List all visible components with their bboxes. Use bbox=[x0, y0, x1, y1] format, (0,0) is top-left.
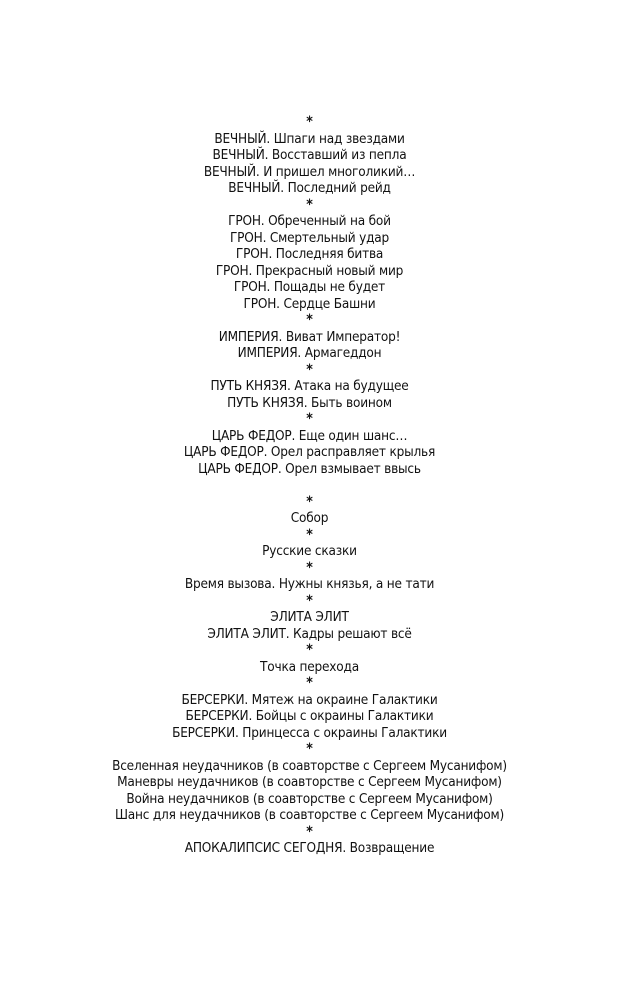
book-title: ИМПЕРИЯ. Виват Император! bbox=[218, 328, 401, 345]
book-title: ГРОН. Сердце Башни bbox=[243, 295, 376, 312]
separator-asterisk: * bbox=[306, 411, 313, 427]
book-title: ЦАРЬ ФЕДОР. Еще один шанс… bbox=[211, 427, 408, 444]
book-title: ИМПЕРИЯ. Армагеддон bbox=[237, 345, 382, 361]
separator-asterisk: * bbox=[306, 642, 313, 658]
book-title: Шанс для неудачников (в соавторстве с Сергеем Мусанифом) bbox=[114, 807, 505, 823]
book-title: Собор bbox=[290, 510, 329, 526]
book-title: ЦАРЬ ФЕДОР. Орел взмывает ввысь bbox=[198, 460, 421, 477]
book-title: Вселенная неудачников (в соавторстве с Сергеем Мусанифом) bbox=[112, 757, 507, 774]
spacer bbox=[0, 477, 619, 494]
separator-asterisk: * bbox=[306, 823, 313, 840]
book-title: Маневры неудачников (в соавторстве с Сергеем Мусанифом) bbox=[117, 774, 502, 790]
separator-asterisk: * bbox=[306, 675, 313, 691]
book-title: ЭЛИТА ЭЛИТ bbox=[270, 609, 349, 625]
book-title: ВЕЧНЫЙ. И пришел многоликий… bbox=[203, 163, 416, 180]
separator-asterisk: * bbox=[306, 361, 313, 378]
book-title: Русские сказки bbox=[262, 543, 357, 559]
book-title: ГРОН. Последняя битва bbox=[235, 246, 384, 262]
book-title: БЕРСЕРКИ. Мятеж на окраине Галактики bbox=[181, 691, 438, 708]
book-title: ПУТЬ КНЯЗЯ. Атака на будущее bbox=[210, 378, 409, 394]
book-title: ВЕЧНЫЙ. Последний рейд bbox=[228, 180, 391, 196]
book-title: ЦАРЬ ФЕДОР. Орел расправляет крылья bbox=[183, 444, 436, 460]
separator-asterisk: * bbox=[306, 592, 313, 609]
book-title: ВЕЧНЫЙ. Восставший из пепла bbox=[212, 147, 407, 163]
book-title: БЕРСЕРКИ. Бойцы с окраины Галактики bbox=[185, 708, 434, 724]
separator-asterisk: * bbox=[306, 559, 313, 576]
book-title: Война неудачников (в соавторстве с Сергеем Мусанифом) bbox=[126, 790, 493, 807]
separator-asterisk: * bbox=[306, 741, 313, 757]
book-title: ГРОН. Смертельный удар bbox=[229, 229, 390, 246]
separator-asterisk: * bbox=[306, 312, 313, 328]
book-title: ЭЛИТА ЭЛИТ. Кадры решают всё bbox=[207, 625, 412, 642]
book-title: Точка перехода bbox=[260, 658, 359, 675]
separator-asterisk: * bbox=[306, 493, 313, 510]
book-title: ГРОН. Пощады не будет bbox=[233, 279, 386, 295]
book-title: ВЕЧНЫЙ. Шпаги над звездами bbox=[214, 130, 405, 147]
book-title: ГРОН. Обреченный на бой bbox=[228, 213, 391, 229]
bibliography-list bbox=[0, 114, 619, 857]
book-title: БЕРСЕРКИ. Принцесса с окраины Галактики bbox=[172, 724, 447, 741]
separator-asterisk: * bbox=[306, 114, 313, 130]
book-title: ПУТЬ КНЯЗЯ. Быть воином bbox=[227, 394, 392, 411]
book-title: ГРОН. Прекрасный новый мир bbox=[215, 262, 404, 279]
separator-asterisk: * bbox=[306, 526, 313, 543]
book-title: АПОКАЛИПСИС СЕГОДНЯ. Возвращение bbox=[184, 840, 435, 856]
book-title: Время вызова. Нужны князья, а не тати bbox=[184, 576, 435, 592]
separator-asterisk: * bbox=[306, 196, 313, 213]
